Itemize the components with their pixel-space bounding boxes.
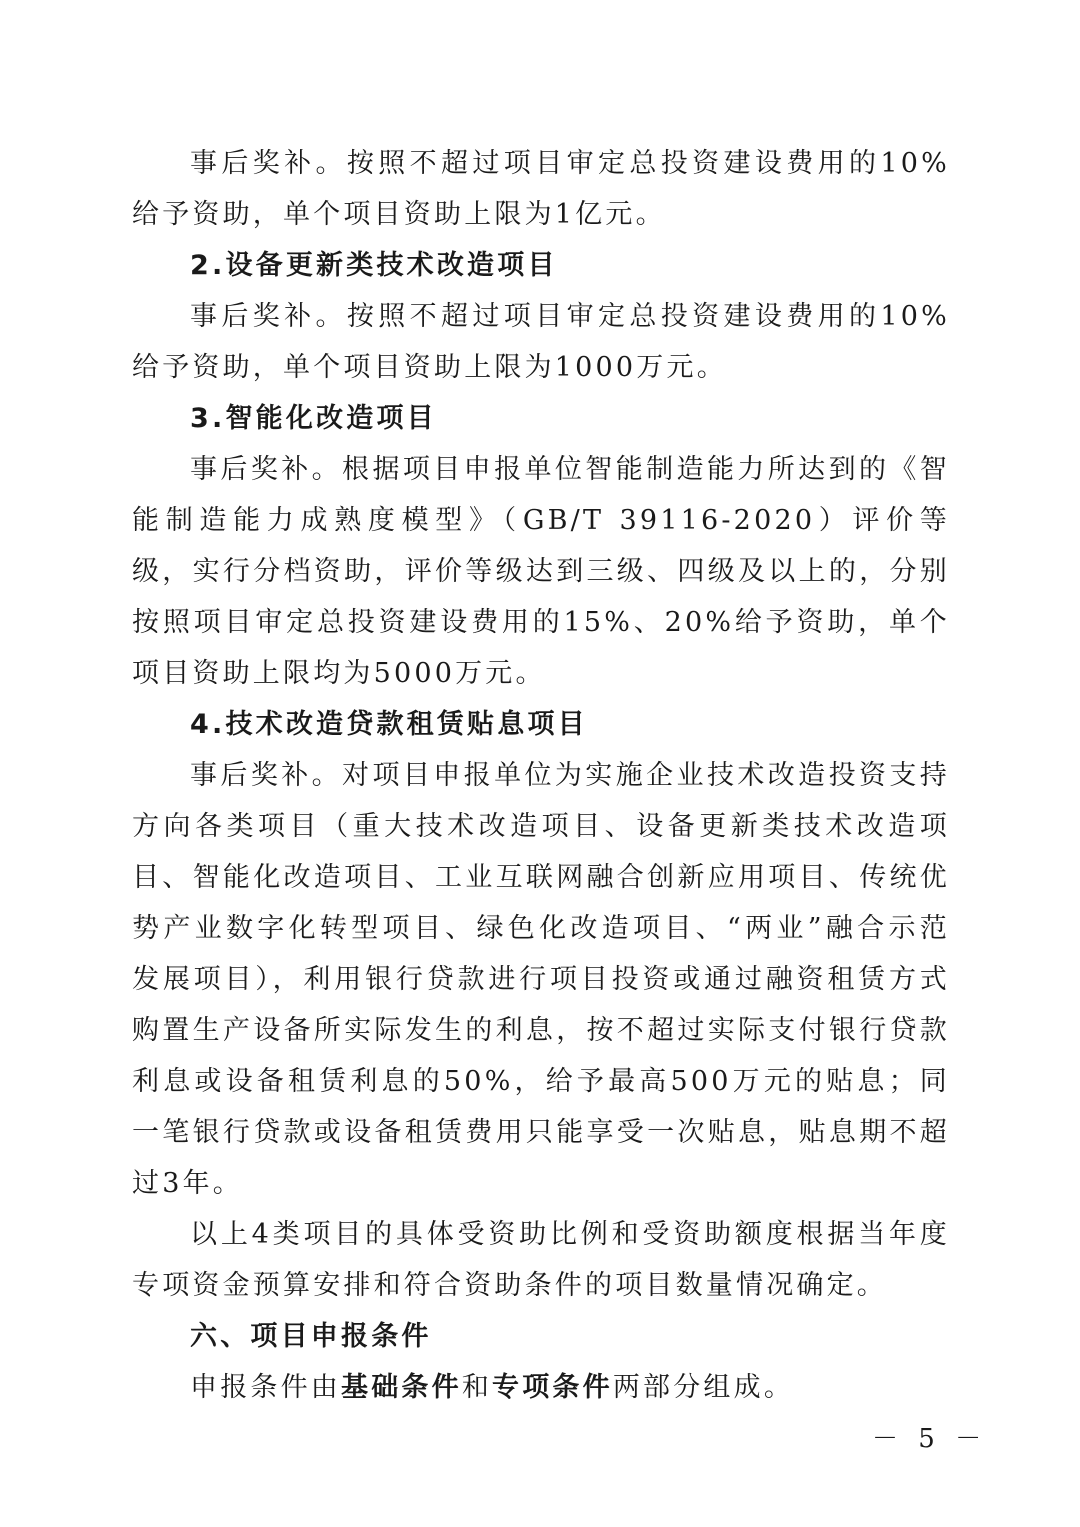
page-content	[132, 138, 950, 1413]
conditions-text-3: 两部分组成。	[612, 1372, 795, 1403]
conditions-text-2: 和	[461, 1372, 493, 1403]
page-number: － 5 －	[872, 1424, 988, 1454]
heading-loan-lease-interest: 4.技术改造贷款租赁贴息项目	[190, 709, 588, 740]
heading-intelligent-transformation: 3.智能化改造项目	[190, 403, 437, 434]
conditions-text-1: 申报条件由	[190, 1372, 341, 1403]
special-conditions-term: 专项条件	[492, 1372, 613, 1403]
heading-equipment-renewal: 2.设备更新类技术改造项目	[190, 250, 558, 281]
paragraph-major-project-subsidy: 事后奖补。按照不超过项目审定总投资建设费用的10%给予资助，单个项目资助上限为1亿元。	[132, 148, 950, 230]
paragraph-equipment-renewal-subsidy: 事后奖补。按照不超过项目审定总投资建设费用的10%给予资助，单个项目资助上限为1000万元。	[132, 301, 950, 383]
paragraph-loan-lease-interest-subsidy: 事后奖补。对项目申报单位为实施企业技术改造投资支持方向各类项目（重大技术改造项目、设备更新类技术改造项目、智能化改造项目、工业互联网融合创新应用项目、传统优势产业数字化转型项目、绿色化改造项目、“两业”融合示范发展项目），利用银行贷款进行项目投资或通过融资租赁方式购置生产设备所实际发生的利息，按不超过实际支付银行贷款利息或设备租赁利息的50%，给予最高500万元的贴息；同一笔银行贷款或设备租赁费用只能享受一次贴息，贴息期不超过3年。	[132, 760, 950, 1199]
paragraph-summary: 以上4类项目的具体受资助比例和受资助额度根据当年度专项资金预算安排和符合资助条件的项目数量情况确定。	[132, 1219, 950, 1301]
basic-conditions-term: 基础条件	[341, 1372, 462, 1403]
paragraph-conditions-composition	[132, 1362, 950, 1413]
heading-application-conditions: 六、项目申报条件	[190, 1321, 432, 1352]
paragraph-intelligent-transformation-subsidy: 事后奖补。根据项目申报单位智能制造能力所达到的《智能制造能力成熟度模型》（GB/T 39116-2020）评价等级，实行分档资助，评价等级达到三级、四级及以上的，分别按照项目审定总投资建设费用的15%、20%给予资助，单个项目资助上限均为5000万元。	[132, 454, 950, 689]
